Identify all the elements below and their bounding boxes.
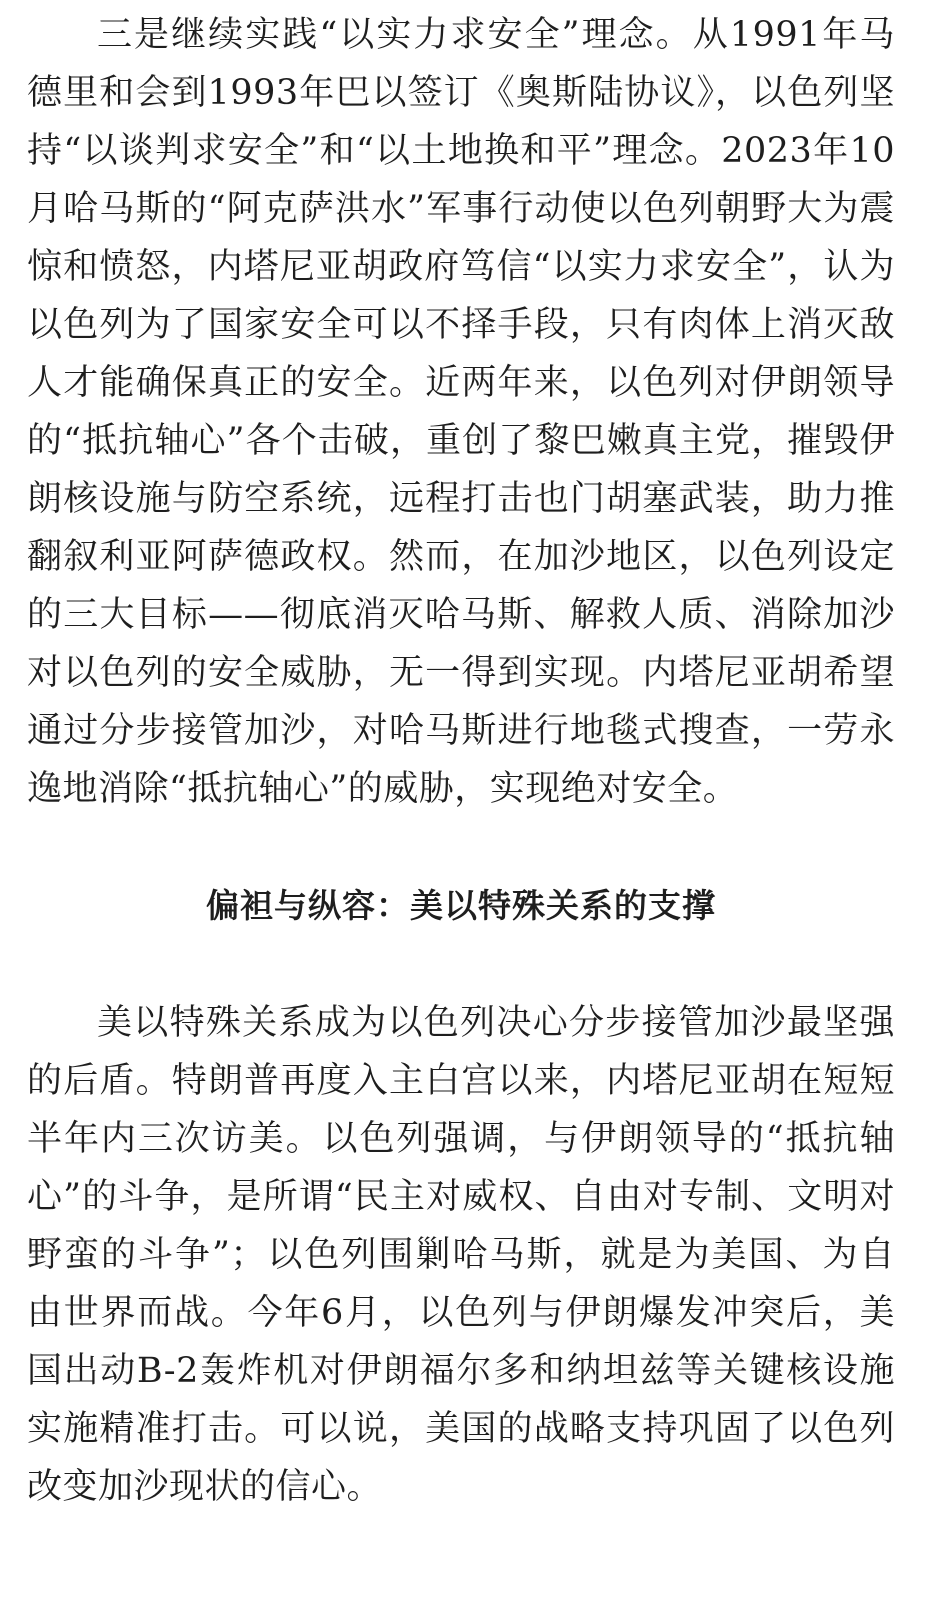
paragraph-security-by-strength: 三是继续实践“以实力求安全”理念。从1991年马德里和会到1993年巴以签订《奥斯陆协议》，以色列坚持“以谈判求安全”和“以土地换和平”理念。2023年10月哈马斯的“阿克萨洪水”军事行动使以色列朝野大为震惊和愤怒，内塔尼亚胡政府笃信“以实力求安全”，认为以色列为了国家安全可以不择手段，只有肉体上消灭敌人才能确保真正的安全。近两年来，以色列对伊朗领导的“抵抗轴心”各个击破，重创了黎巴嫩真主党，摧毁伊朗核设施与防空系统，远程打击也门胡塞武装，助力推翻叙利亚阿萨德政权。然而，在加沙地区，以色列设定的三大目标——彻底消灭哈马斯、解救人质、消除加沙对以色列的安全威胁，无一得到实现。内塔尼亚胡希望通过分步接管加沙，对哈马斯进行地毯式搜查，一劳永逸地消除“抵抗轴心”的威胁，实现绝对安全。: [27, 15, 895, 809]
article-body: [27, 0, 895, 1516]
paragraph-us-israel-relations: 美以特殊关系成为以色列决心分步接管加沙最坚强的后盾。特朗普再度入主白宫以来，内塔尼亚胡在短短半年内三次访美。以色列强调，与伊朗领导的“抵抗轴心”的斗争，是所谓“民主对威权、自由对专制、文明对野蛮的斗争”；以色列围剿哈马斯，就是为美国、为自由世界而战。今年6月，以色列与伊朗爆发冲突后，美国出动B-2轰炸机对伊朗福尔多和纳坦兹等关键核设施实施精准打击。可以说，美国的战略支持巩固了以色列改变加沙现状的信心。: [27, 1003, 895, 1507]
section-heading: 偏袒与纵容：美以特殊关系的支撑: [206, 886, 716, 925]
